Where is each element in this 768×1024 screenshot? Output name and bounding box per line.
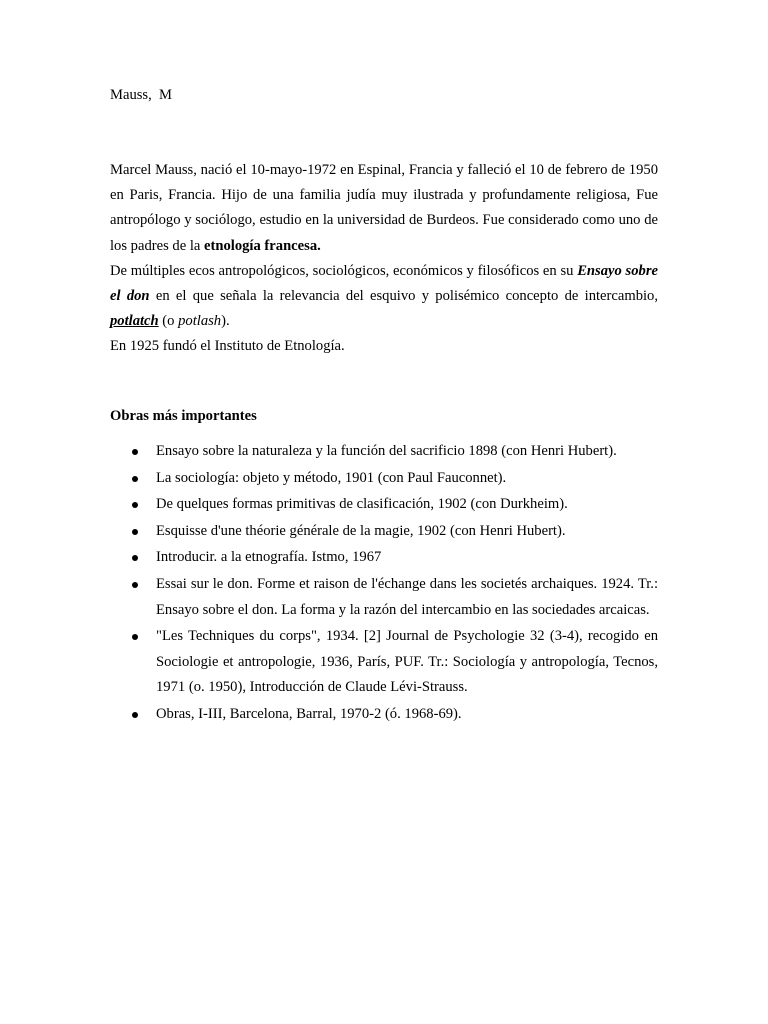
potlatch-term: potlatch — [110, 313, 159, 330]
bullet-icon — [132, 529, 138, 535]
bio-paragraph-2-text-cont: en el que señala la relevancia del esquivo y polisémico concepto de intercambio, — [149, 288, 659, 305]
bullet-icon — [132, 712, 138, 718]
potlash-term: potlash — [178, 313, 222, 330]
bio-paragraph-2-paren-open: (o — [158, 313, 179, 330]
bullet-icon — [132, 476, 138, 482]
bio-paragraph-2 — [110, 259, 658, 335]
author-heading: Mauss, M — [110, 87, 173, 103]
bio-paragraph-2-paren-close: ). — [221, 313, 230, 330]
works-list-item — [110, 545, 658, 571]
work-title: Introducir. a la etnografía. Istmo, 1967 — [156, 549, 382, 566]
bullet-icon — [132, 582, 138, 588]
bullet-icon — [132, 502, 138, 508]
works-list — [110, 439, 658, 729]
work-title: La sociología: objeto y método, 1901 (con Paul Fauconnet). — [156, 469, 507, 486]
bio-paragraph-1-text: Marcel Mauss, nació el 10-mayo-1972 en Espinal, Francia y falleció el 10 de febrero de 1950 en Paris, Francia. Hijo de una familia judía muy ilustrada y profundamente religiosa, Fue antropólogo y sociólogo, estudio en la universidad de Burdeos. Fue considerado como uno de los padres de la — [110, 162, 658, 254]
works-list-item — [110, 624, 658, 701]
biography-section — [110, 158, 658, 360]
work-title: Esquisse d'une théorie générale de la magie, 1902 (con Henri Hubert). — [156, 522, 566, 539]
work-title: De quelques formas primitivas de clasificación, 1902 (con Durkheim). — [156, 496, 568, 513]
works-list-item — [110, 492, 658, 518]
works-list-item — [110, 519, 658, 545]
ensayo-sobre-el-don-title: Ensayo sobre el don — [110, 262, 658, 305]
work-title: "Les Techniques du corps", 1934. [2] Journal de Psychologie 32 (3-4), recogido en Sociologie et antropologie, 1936, París, PUF. Tr.: Sociología y antropología, Tecnos, 1971 (o. 1950), Introducción de Claude Lévi-Strauss. — [156, 628, 658, 696]
bio-paragraph-1 — [110, 158, 658, 259]
bio-paragraph-2-text: De múltiples ecos antropológicos, sociológicos, económicos y filosóficos en su — [110, 262, 578, 279]
bio-paragraph-3: En 1925 fundó el Instituto de Etnología. — [110, 338, 345, 355]
works-list-item — [110, 439, 658, 465]
etnologia-francesa-bold: etnología francesa. — [204, 237, 321, 254]
bullet-icon — [132, 449, 138, 455]
bullet-icon — [132, 634, 138, 640]
works-list-item — [110, 466, 658, 492]
work-title: Essai sur le don. Forme et raison de l'échange dans les societés archaiques. 1924. Tr.: Ensayo sobre el don. La forma y la razón del intercambio en las sociedades arcaicas. — [156, 575, 658, 618]
works-list-item — [110, 702, 658, 728]
work-title: Ensayo sobre la naturaleza y la función del sacrificio 1898 (con Henri Hubert). — [156, 443, 617, 459]
bullet-icon — [132, 555, 138, 561]
work-title: Obras, I-III, Barcelona, Barral, 1970-2 (ó. 1968-69). — [156, 705, 462, 722]
works-list-item — [110, 572, 658, 623]
works-heading: Obras más importantes — [110, 408, 257, 424]
